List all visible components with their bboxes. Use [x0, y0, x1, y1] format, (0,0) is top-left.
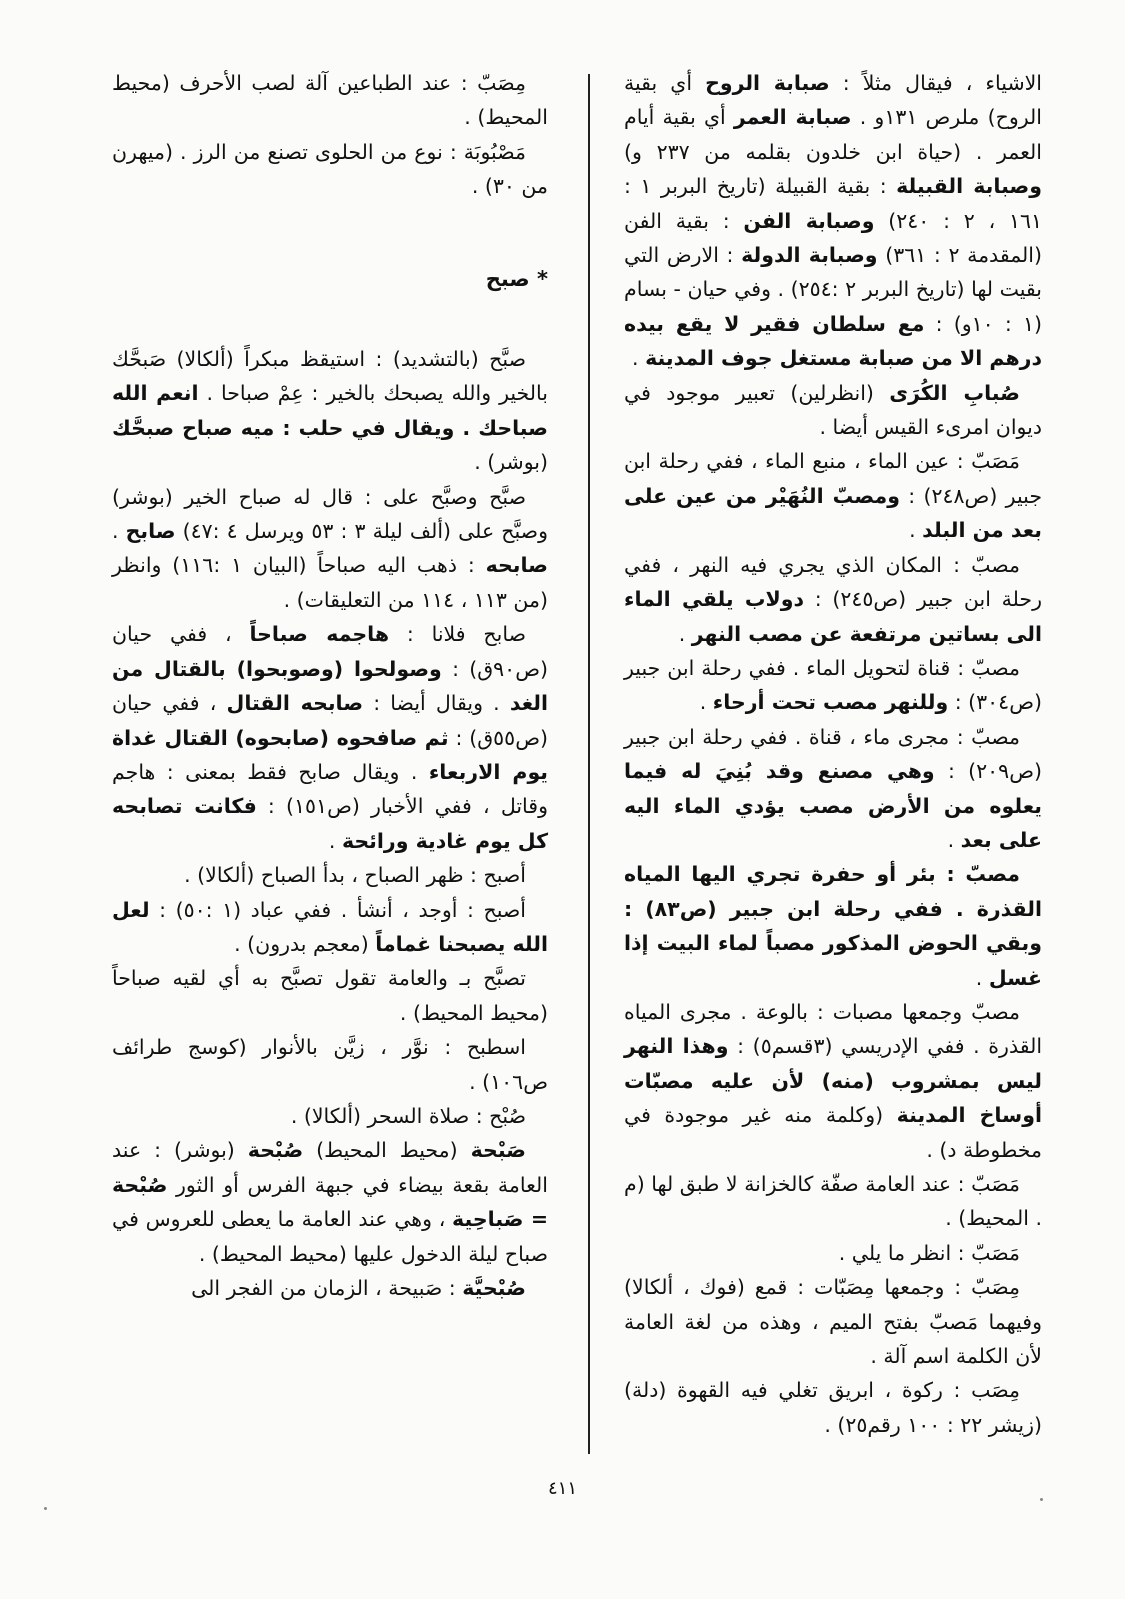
entry-text: : صَبيحة ، الزمان من الفجر الى	[191, 1276, 463, 1300]
bold-text: صَبْحة	[470, 1138, 526, 1163]
dictionary-entry	[112, 66, 548, 135]
entry-text: مِصَبّ : عند الطباعين آلة لصب الأحرف (محيط المحيط) .	[112, 71, 548, 130]
bold-text: وصبابة القبيلة	[896, 174, 1042, 199]
entry-text: .	[699, 690, 713, 715]
entry-text: (بوشر) : عند العامة بقعة بيضاء في جبهة الفرس أو الثور	[112, 1138, 548, 1197]
entry-text: صبَّح وصبَّح على : قال له صباح الخير (بوشر) وصبَّح على (ألف ليلة ٣ : ٥٣ ويرسل ٤ :٤٧)	[112, 484, 548, 544]
bold-text: صابحه القتال	[226, 691, 364, 716]
bold-text: فكانت تصابحه كل يوم غادية ورائحة	[112, 794, 548, 853]
entry-text: (معجم بدرون) .	[234, 931, 376, 956]
entry-text: . ويقال صابح فقط بمعنى : هاجم وقاتل ، ففي الأخبار (ص١٥١) :	[112, 759, 549, 819]
dictionary-entry	[112, 342, 548, 480]
entry-text: تصبَّح بـ والعامة تقول تصبَّح به أي لقيه صباحاً (محيط المحيط) .	[112, 966, 548, 1025]
root-heading: * صبح	[485, 266, 548, 291]
entry-text: مَصَبّ : عند العامة صفّة كالخزانة لا طبق لها (م . المحيط) .	[624, 1172, 1042, 1231]
dictionary-entry	[112, 858, 548, 892]
entry-text: ، وهي عند العامة ما يعطى للعروس في صباح ليلة الدخول عليها (محيط المحيط) .	[112, 1207, 548, 1266]
entry-text: مصبّ : قناة لتحويل الماء . ففي رحلة ابن جبير (ص٣٠٤) :	[624, 655, 1042, 715]
entry-text: ، ففي حيان (ص٥٥ق) :	[112, 691, 548, 750]
bold-text: صابحه	[485, 553, 548, 578]
entry-text: مصبّ وجمعها مصبات : بالوعة . مجرى المياه القذرة . ففي الإدريسي (٣قسم٥) :	[624, 999, 1043, 1059]
bold-text: ثم صافحوه (صابحوه) القتال غداة يوم الاربعاء	[112, 725, 548, 784]
entry-text: : بقية الفن (المقدمة ٢ : ٣٦١)	[624, 208, 1042, 268]
dictionary-entry	[624, 1236, 1042, 1270]
bold-text: صابح	[125, 519, 176, 544]
entry-text: مَصَبّ : عين الماء ، منبع الماء ، ففي رحلة ابن جبير (ص٢٤٨) :	[624, 449, 1043, 508]
dictionary-entry	[624, 995, 1042, 1167]
bold-text: صُبْحيَّة	[462, 1276, 526, 1300]
dictionary-entry	[112, 480, 548, 618]
scan-speck	[1040, 1498, 1043, 1501]
entry-text: أي بقية الروح) ملرص ١٣١و .	[624, 71, 1042, 130]
bold-text: صُبْحة	[247, 1138, 304, 1163]
dictionary-entry	[624, 66, 1042, 376]
bold-text: دولاب يلقي الماء الى بساتين مرتفعة عن مصب النهر	[624, 587, 1042, 646]
dictionary-entry	[112, 1099, 548, 1133]
dictionary-entry	[624, 857, 1042, 995]
bold-text: مصبّ : بئر أو حفرة تجري اليها المياه القذرة . ففي رحلة ابن جبير (ص٨٣) :	[624, 862, 1042, 921]
bold-text: وصبابة الفن	[743, 208, 875, 233]
entry-text: .	[975, 965, 989, 990]
entry-text: (بوشر) .	[474, 450, 548, 475]
dictionary-entry	[624, 376, 1042, 445]
dictionary-entry	[112, 893, 548, 962]
entry-text: صبَّح (بالتشديد) : استيقظ مبكراً (ألكالا) صَبحَّك بالخير والله يصبحك بالخير : عِمْ صباحا .	[112, 347, 548, 406]
dictionary-entry	[624, 548, 1042, 651]
dictionary-entry	[112, 1271, 548, 1305]
column-divider	[588, 74, 590, 1454]
entry-text: .	[328, 828, 342, 853]
left-column-entries	[112, 342, 548, 1305]
dictionary-entry	[112, 135, 548, 204]
bold-text: ومصبّ النُهَيْر من عين على بعد من البلد	[624, 483, 1042, 543]
scan-speck	[44, 1507, 47, 1510]
bold-text: وهذا النهر ليس بمشروب (منه) لأن عليه مصبّات أوساخ المدينة	[624, 1034, 1042, 1128]
entry-text: : بقية القبيلة (تاريخ البربر ١ : ١٦١ ، ٢ : ٢٤٠)	[624, 174, 1043, 233]
bold-text: هاجمه صباحاً	[249, 622, 390, 647]
bold-text: وللنهر مصب تحت أرحاء	[712, 690, 949, 715]
dictionary-entry	[624, 444, 1042, 547]
left-column-top-entries	[112, 66, 548, 204]
entry-text: . ويقال أيضا :	[363, 691, 510, 716]
entry-text: .	[112, 519, 126, 544]
entry-text: أصبح : ظهر الصباح ، بدأ الصباح (ألكالا) .	[184, 863, 526, 888]
entry-text: .	[632, 346, 646, 371]
bold-text: وصولحوا (وصوبحوا) بالقتال من الغد	[112, 656, 548, 716]
entry-text: .	[678, 621, 692, 646]
entry-text: : الارض التي بقيت لها (تاريخ البربر ٢ :٢٥٤) . وفي حيان - بسام (١ : ١٠و) :	[624, 243, 1042, 336]
entry-text: الاشياء ، فيقال مثلاً :	[829, 71, 1043, 95]
dictionary-entry	[624, 651, 1042, 720]
bold-text: صبابة الروح	[705, 71, 830, 95]
entry-text: صابح فلانا :	[389, 622, 526, 647]
bold-text: وصبابة الدولة	[741, 243, 878, 268]
entry-text: مَصْبُوبَة : نوع من الحلوى تصنع من الرز . (ميهرن من ٣٠) .	[112, 139, 548, 199]
entry-text: (محيط المحيط)	[303, 1138, 471, 1163]
entry-text: (وكلمة منه غير موجودة في مخطوطة د) .	[624, 1103, 1042, 1162]
entry-text: أصبح : أوجد ، أنشأ . ففي عباد (١ :٥٠) :	[149, 897, 526, 922]
bold-text: مع سلطان فقير لا يقع بيده درهم الا من صبابة مستغل جوف المدينة	[624, 311, 1042, 371]
bold-text: لعل الله يصبحنا غماماً	[112, 897, 548, 956]
dictionary-entry	[624, 1270, 1042, 1373]
dictionary-entry	[624, 1373, 1042, 1442]
left-column	[112, 66, 548, 1305]
bold-text: صبابة العمر	[733, 105, 852, 130]
entry-text: مصبّ : مجرى ماء ، قناة . ففي رحلة ابن جبير (ص٢٠٩) :	[624, 724, 1042, 784]
entry-text: : ذهب اليه صباحاً (البيان ١ :١١٦) وانظر (من ١١٣ ، ١١٤ من التعليقات) .	[112, 553, 548, 612]
bold-text: صُبابِ الكُرَى	[889, 380, 1020, 405]
entry-text: صُبْح : صلاة السحر (ألكالا) .	[290, 1103, 526, 1128]
entry-text: مَصَبّ : انظر ما يلي .	[838, 1240, 1020, 1265]
entry-text: ، ففي حيان (ص٩٠ق) :	[112, 622, 548, 681]
entry-text: أي بقية أيام العمر . (حياة ابن خلدون بقلمه من ٢٣٧ و)	[624, 105, 1042, 164]
entry-text: اسطبح : نوَّر ، زيَّن بالأنوار (كوسج طرائف ص١٠٦) .	[112, 1035, 548, 1094]
entry-text: مصبّ : المكان الذي يجري فيه النهر ، ففي رحلة ابن جبير (ص٢٤٥) :	[624, 552, 1042, 612]
dictionary-entry	[112, 961, 548, 1030]
dictionary-entry	[624, 1167, 1042, 1236]
right-column	[624, 66, 1042, 1442]
entry-text: مِصَب : ركوة ، ابريق تغلي فيه القهوة (دلة) (زيشر ٢٢ : ١٠٠ رقم٢٥) .	[624, 1378, 1042, 1437]
dictionary-entry	[112, 617, 548, 858]
dictionary-entry	[624, 720, 1042, 858]
bold-text: انعم الله صباحك . ويقال في حلب : ميه صباح صبحَّك	[112, 381, 548, 440]
bold-text: صُبْحة = صَباحِية	[112, 1172, 548, 1232]
dictionary-entry	[112, 1030, 548, 1099]
entry-text: (انظرلين) تعبير موجود في ديوان امرىء القيس أيضا .	[624, 380, 1042, 440]
entry-text: .	[909, 518, 923, 543]
bold-text: وهي مصنع وقد بُنِيَ له فيما يعلوه من الأرض مصب يؤدي الماء اليه على بعد	[624, 759, 1042, 852]
dictionary-entry	[112, 1133, 548, 1271]
entry-text: .	[947, 827, 961, 852]
entry-text: مِصَبّ : وجمعها مِصَبّات : قمع (فوك ، ألكالا) وفيهما مَصبّ بفتح الميم ، وهذه من لغة العامة لأن الكلمة اسم آلة .	[624, 1275, 1042, 1369]
page-number: ٤١١	[547, 1478, 577, 1499]
bold-text: وبقي الحوض المذكور مصباً لماء البيت إذا غسل	[624, 931, 1042, 990]
